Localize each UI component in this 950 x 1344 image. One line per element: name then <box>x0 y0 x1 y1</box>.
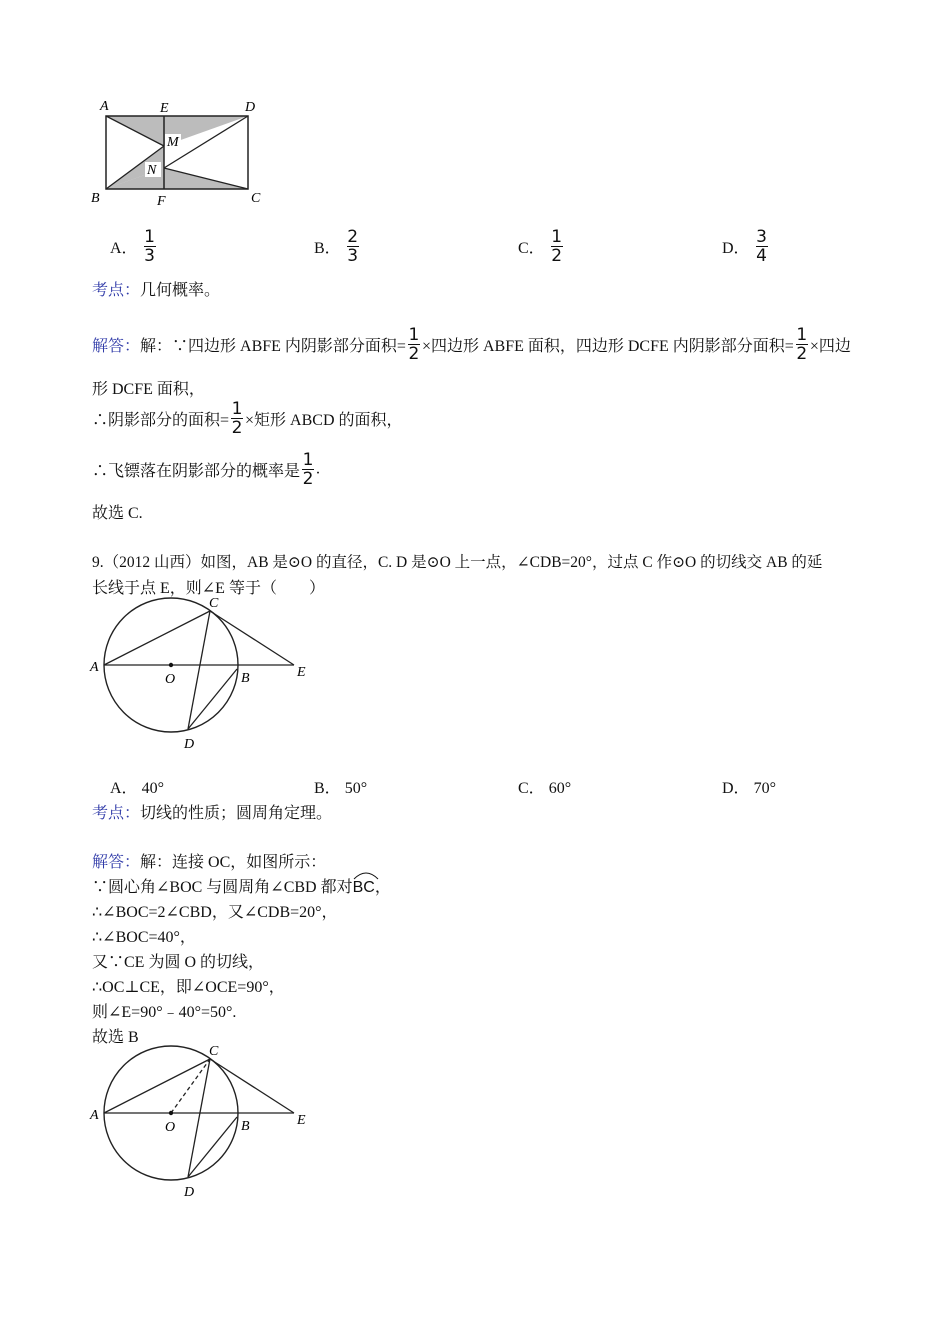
q9-answer: 故选 B <box>92 1029 139 1046</box>
label-e: E <box>160 101 169 116</box>
option-letter: D． <box>722 780 750 797</box>
q8-kaodian <box>92 277 220 300</box>
center-point-o <box>169 1111 173 1115</box>
segment-cd <box>188 1059 210 1177</box>
option-letter: A． <box>110 240 138 257</box>
solution-text: . <box>316 460 321 478</box>
solution-text: ∵圆心角∠BOC 与圆周角∠CBD 都对 <box>92 879 353 896</box>
option-letter: B． <box>314 780 341 797</box>
option-value: 40° <box>141 780 164 797</box>
option-value: 70° <box>753 780 776 797</box>
option-fraction: $\frac{1}{2}$ <box>551 227 563 266</box>
q9-solution-line2 <box>92 874 391 897</box>
label-e: E <box>297 665 306 680</box>
segment-db <box>188 669 237 729</box>
jieda-label: 解答： <box>92 338 141 355</box>
center-point-o <box>169 663 173 667</box>
solution-text: ×四边形 ABFE 面积，四边形 DCFE 内阴影部分面积= <box>421 338 794 355</box>
q8-option-d[interactable] <box>722 228 770 265</box>
solution-text: ∴阴影部分的面积= <box>92 412 230 429</box>
option-letter: B． <box>314 240 341 257</box>
label-a: A <box>100 99 109 114</box>
label-n: N <box>147 163 157 178</box>
q9-solution-line3: ∴∠BOC=2∠CBD，又∠CDB=20°， <box>92 904 338 921</box>
solution-text: ， <box>374 879 391 896</box>
q8-solution-line1 <box>92 326 851 363</box>
label-c: C <box>251 191 261 206</box>
option-letter: C． <box>518 240 545 257</box>
q9-option-d[interactable] <box>722 775 776 798</box>
label-d: D <box>245 100 256 115</box>
fraction-one-half: $\frac{1}{2}$ <box>231 399 243 438</box>
segment-ce <box>210 611 294 665</box>
segment-ce <box>210 1059 294 1113</box>
label-d: D <box>184 737 195 752</box>
q8-solution-line4 <box>92 451 320 488</box>
segment-ac <box>104 611 210 665</box>
fraction-one-half: $\frac{1}{2}$ <box>796 325 808 364</box>
q9-option-a[interactable] <box>110 775 164 798</box>
solution-text: 解：∵四边形 ABFE 内阴影部分面积= <box>140 338 406 355</box>
rectangle-figure <box>88 92 278 212</box>
circle-figure-with-oc <box>88 1043 318 1203</box>
q8-solution-line2: 形 DCFE 面积， <box>92 381 205 398</box>
segment-db <box>188 1117 237 1177</box>
label-c: C <box>209 596 219 611</box>
label-b: B <box>241 671 250 686</box>
q8-option-b[interactable] <box>314 228 361 265</box>
label-e: E <box>297 1113 306 1128</box>
q9-option-c[interactable] <box>518 775 571 798</box>
kaodian-text: 几何概率。 <box>140 282 221 299</box>
solution-text: 解：连接 OC，如图所示： <box>140 854 327 871</box>
q9-solution-line4: ∴∠BOC=40°， <box>92 929 196 946</box>
kaodian-label: 考点： <box>92 805 141 822</box>
option-value: 50° <box>344 780 368 797</box>
q9-stem-line1: 9.（2012 山西）如图，AB 是⊙O 的直径，C. D 是⊙O 上一点，∠CDB=20°，过点 C 作⊙O 的切线交 AB 的延 <box>92 554 823 571</box>
segment-oc-dashed <box>171 1059 210 1113</box>
label-b: B <box>241 1119 250 1134</box>
q8-option-a[interactable] <box>110 228 158 265</box>
label-o: O <box>165 1120 176 1135</box>
arc-bc: BC <box>353 879 375 897</box>
option-letter: A． <box>110 780 138 797</box>
fraction-one-half: $\frac{1}{2}$ <box>408 325 420 364</box>
q9-solution-line6: ∴OC⊥CE，即∠OCE=90°， <box>92 979 285 996</box>
option-fraction: $\frac{2}{3}$ <box>347 227 359 266</box>
q8-option-c[interactable] <box>518 228 565 265</box>
circle-figure <box>88 595 318 755</box>
solution-text: ×四边 <box>809 338 851 355</box>
label-o: O <box>165 672 176 687</box>
q9-option-b[interactable] <box>314 775 367 798</box>
jieda-label: 解答： <box>92 854 141 871</box>
q9-solution-line7: 则∠E=90°﹣40°=50°. <box>92 1004 237 1021</box>
q9-solution-line5: 又∵CE 为圆 O 的切线， <box>92 954 265 971</box>
label-d: D <box>184 1185 195 1200</box>
segment-ac <box>104 1059 210 1113</box>
q9-solution-line1 <box>92 849 326 872</box>
solution-text: ×矩形 ABCD 的面积， <box>245 412 403 429</box>
q8-answer: 故选 C. <box>92 505 143 522</box>
option-fraction: $\frac{3}{4}$ <box>756 227 767 266</box>
option-letter: D． <box>722 240 750 257</box>
label-b: B <box>91 191 100 206</box>
q9-stem-line2: 长线于点 E，则∠E 等于（ ） <box>92 580 325 597</box>
label-m: M <box>167 135 179 150</box>
kaodian-text: 切线的性质；圆周角定理。 <box>140 805 333 822</box>
option-fraction: $\frac{1}{3}$ <box>144 227 155 266</box>
label-c: C <box>209 1044 219 1059</box>
option-letter: C． <box>518 780 545 797</box>
option-value: 60° <box>548 780 572 797</box>
label-a: A <box>90 660 99 675</box>
label-f: F <box>157 194 166 209</box>
q9-kaodian <box>92 800 332 823</box>
segment-cd <box>188 611 210 729</box>
solution-text: ∴飞镖落在阴影部分的概率是 <box>92 463 301 480</box>
label-a: A <box>90 1108 99 1123</box>
fraction-one-half: $\frac{1}{2}$ <box>302 450 314 489</box>
q8-solution-line3 <box>92 400 403 437</box>
kaodian-label: 考点： <box>92 282 141 299</box>
